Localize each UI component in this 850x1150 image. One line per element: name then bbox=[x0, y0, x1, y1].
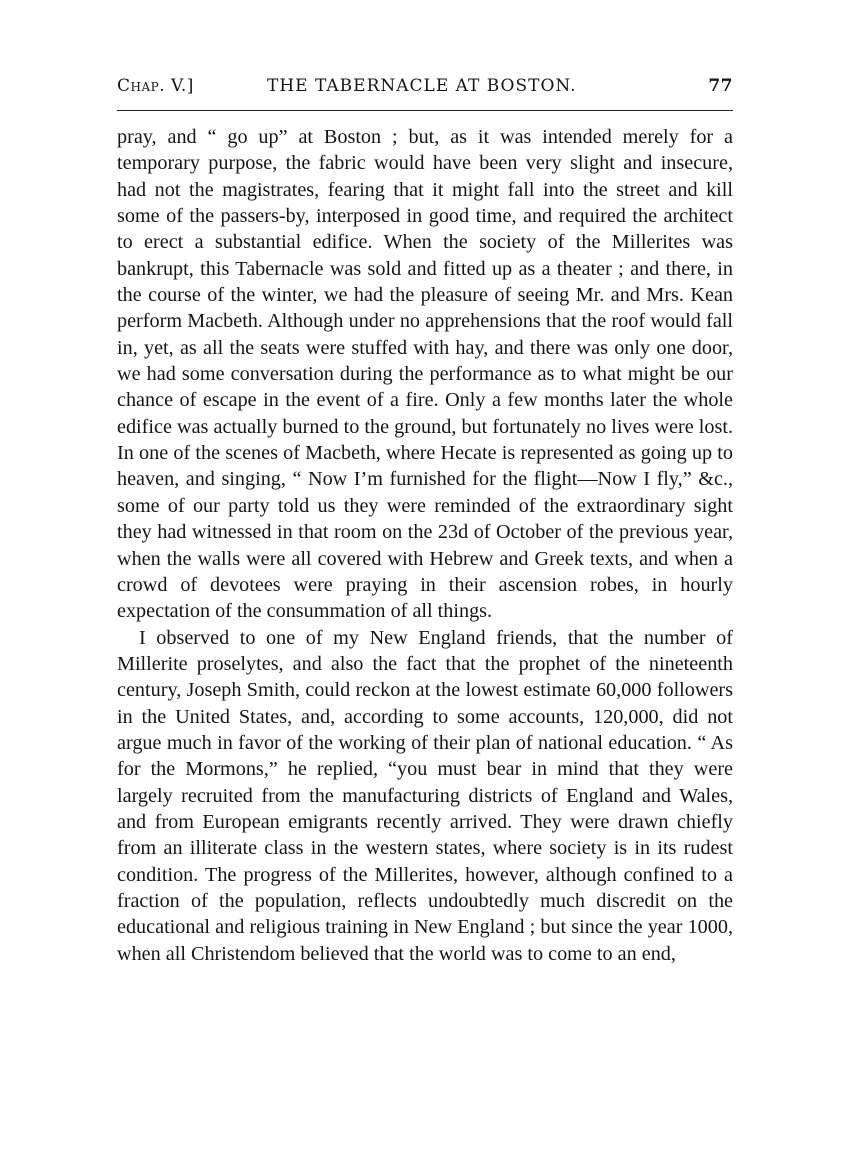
page-number: 77 bbox=[708, 76, 733, 96]
header-rule bbox=[117, 110, 733, 111]
paragraph-continued: pray, and “ go up” at Boston ; but, as it was intended merely for a temporary purpose, the fabric would have been very slight and insecure, had not the magistrates, fearing that it might fall into the street and kill some of the passers-by, interposed in good time, and required the architect to erect a substantial edifice. When the society of the Millerites was bankrupt, this Tabernacle was sold and fitted up as a theater ; and there, in the course of the winter, we had the pleasure of seeing Mr. and Mrs. Kean perform Macbeth. Although under no apprehensions that the roof would fall in, yet, as all the seats were stuffed with hay, and there was only one door, we had some conversation during the performance as to what might be our chance of escape in the event of a fire. Only a few months later the whole edifice was actually burned to the ground, but fortunately no lives were lost. In one of the scenes of Macbeth, where Hecate is represented as going up to heaven, and singing, “ Now I’m furnished for the flight—Now I fly,” &c., some of our party told us they were reminded of the extraordinary sight they had witnessed in that room on the 23d of October of the previous year, when the walls were all covered with Hebrew and Greek texts, and when a crowd of devotees were praying in their ascension robes, in hourly expectation of the consummation of all things. bbox=[117, 126, 733, 623]
running-title: THE TABERNACLE AT BOSTON. bbox=[267, 76, 577, 96]
body-text bbox=[117, 124, 733, 967]
paragraph: I observed to one of my New England friends, that the number of Millerite proselytes, and also the fact that the prophet of the nineteenth century, Joseph Smith, could reckon at the lowest estimate 60,000 followers in the United States, and, according to some accounts, 120,000, did not argue much in favor of the working of their plan of national education. “ As for the Mormons,” he replied, “you must bear in mind that they were largely recruited from the manufacturing districts of England and Wales, and from European emigrants recently arrived. They were drawn chiefly from an illiterate class in the western states, where society is in its rudest condition. The progress of the Millerites, however, although confined to a fraction of the population, reflects undoubtedly much discredit on the educational and religious training in New England ; but since the year 1000, when all Christendom believed that the world was to come to an end, bbox=[117, 626, 733, 965]
chapter-label: Chap. V.] bbox=[117, 76, 194, 96]
running-head bbox=[117, 76, 733, 102]
